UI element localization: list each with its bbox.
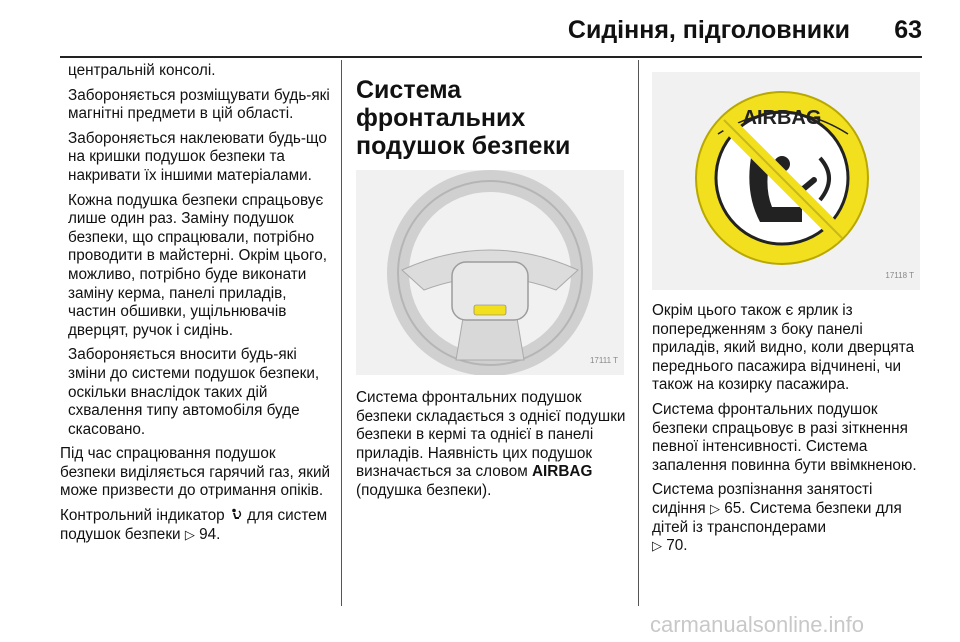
paragraph: Під час спрацювання подушок безпеки виділяється гарячий газ, який може призвести до отримання опіків. — [60, 445, 331, 500]
watermark: carmanualsonline.info — [650, 612, 865, 637]
text: Система фронтальних подушок безпеки складається з однієї подушки безпеки в кермі та однієї в панелі приладів. Наявність цих подушок визначається за словом — [356, 389, 626, 481]
steering-wheel-icon — [356, 170, 624, 375]
paragraph: центральній консолі. — [68, 62, 216, 79]
page-header — [0, 0, 960, 60]
page-reference[interactable]: 70. — [666, 537, 688, 555]
airbag-indicator-icon — [229, 507, 247, 524]
header-rule — [60, 56, 922, 58]
paragraph: Забороняється наклеювати будь-що на кришки подушок безпеки та накривати їх іншими матеріалами. — [68, 129, 327, 184]
figure-id: 17118 T — [885, 271, 914, 281]
page-number: 63 — [894, 16, 922, 44]
page-reference-icon: ▷ — [184, 526, 195, 542]
label-airbag-text: AIRBAG — [742, 107, 822, 129]
paragraph: Система фронтальних подушок безпеки спрацьовує в разі зіткнення певної інтенсивності. Система запалення повинна бути ввімкненою. — [652, 400, 917, 474]
text: Контрольний індикатор — [60, 507, 225, 525]
paragraph — [356, 389, 628, 501]
paragraph — [60, 507, 332, 544]
paragraph — [652, 481, 920, 555]
airbag-warning-label-figure — [652, 72, 920, 290]
paragraph: Забороняється вносити будь-які зміни до системи подушок безпеки, оскільки внаслідок таких дій схвалення типу автомобіля буде скасовано. — [68, 346, 320, 438]
text: (подушка безпеки). — [356, 481, 492, 499]
column-middle — [356, 62, 628, 507]
page-title: Сидіння, підголовники — [567, 16, 850, 44]
column-right — [652, 62, 920, 562]
text: Система безпеки для дітей із транспондерами — [652, 499, 902, 536]
page-reference[interactable]: 94. — [199, 525, 221, 543]
page-reference-icon: ▷ — [709, 500, 720, 516]
text: Система розпізнання занятості сидіння — [652, 481, 873, 517]
page-reference-icon: ▷ — [652, 538, 662, 554]
column-left — [60, 62, 332, 550]
no-child-seat-warning-icon — [652, 72, 920, 290]
text: для систем подушок безпеки — [60, 507, 328, 543]
page-reference[interactable]: 65. — [724, 499, 746, 517]
airbag-term: AIRBAG — [532, 463, 593, 481]
paragraph: Окрім цього також є ярлик із попередженням з боку панелі приладів, який видно, коли дверцята переднього пасажира відчинені, чи також на козирку пасажира. — [652, 302, 915, 394]
paragraph: Забороняється розміщувати будь-які магнітні предмети в цій області. — [68, 86, 330, 123]
paragraph: Кожна подушка безпеки спрацьовує лише один раз. Заміну подушок безпеки, що спрацювали, потрібно проводити в майстерні. Окрім цього, можливо, потрібно буде виконати заміну керма, панелі приладів, частин обшивки, ущільнювачів дверцят, ручок і сидінь. — [68, 191, 327, 339]
steering-wheel-figure — [356, 170, 624, 375]
column-divider — [341, 60, 342, 606]
section-title: Система фронтальних подушок безпеки — [356, 76, 571, 160]
column-divider — [638, 60, 639, 606]
figure-id: 17111 T — [589, 356, 618, 366]
